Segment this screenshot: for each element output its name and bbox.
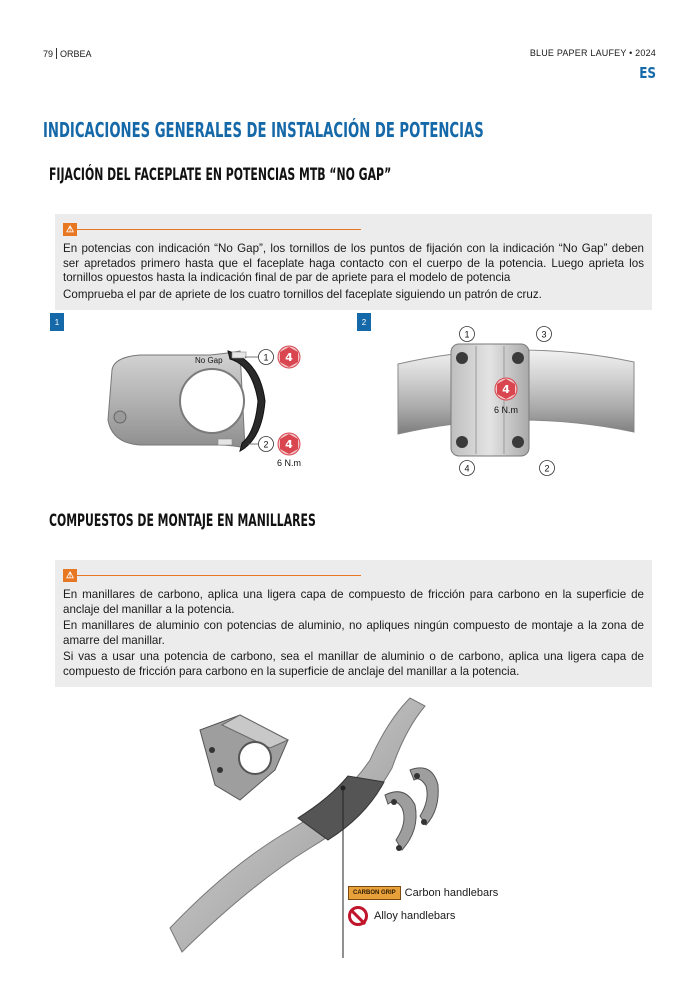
bolt [456, 352, 468, 364]
faceplate-gap-bottom [218, 439, 232, 445]
step-label-1: 1 [263, 352, 269, 363]
figure-number-2: 2 [357, 313, 371, 331]
legend-alloy [348, 905, 528, 927]
torque-icon-top [278, 346, 300, 368]
brand-name: ORBEA [60, 48, 92, 59]
svg-text:4: 4 [502, 383, 510, 396]
warning-icon: ⚠ [63, 569, 77, 582]
faceplate-gap-top [232, 352, 246, 358]
header-divider [56, 48, 57, 59]
section-heading-faceplate: FIJACIÓN DEL FACEPLATE EN POTENCIAS MTB “NO GAP” [49, 165, 392, 185]
no-gap-label: No Gap [195, 356, 223, 365]
bolt-label-4: 4 [464, 463, 470, 474]
page-title: INDICACIONES GENERALES DE INSTALACIÓN DE POTENCIAS [43, 118, 484, 142]
stem-3d [200, 715, 288, 800]
prohibited-icon [348, 906, 368, 926]
bolt-label-1: 1 [464, 329, 470, 340]
legend-carbon [348, 885, 528, 901]
warning-paragraph: En manillares de carbono, aplica una ligera capa de compuesto de fricción para carbono en la superficie de anclaje del manillar a la potencia. [63, 588, 644, 616]
svg-text:4: 4 [285, 351, 293, 364]
torque-value-label: 6 N.m [276, 458, 302, 468]
svg-text:4: 4 [285, 438, 293, 451]
stem-bolt-hole [114, 411, 126, 423]
bolt [456, 436, 468, 448]
warning-divider [77, 229, 361, 230]
torque-icon-bottom [278, 433, 300, 455]
warning-divider [77, 575, 361, 576]
warning-paragraph: Comprueba el par de apriete de los cuatro tornillos del faceplate siguiendo un patrón de cruz. [63, 287, 542, 301]
torque-value-label: 6 N.m [493, 405, 519, 415]
torque-icon-center [495, 378, 517, 400]
page-header-left [43, 48, 92, 59]
bolt [512, 352, 524, 364]
carbon-grip-badge: CARBON GRIP [348, 886, 401, 900]
warning-paragraph: En potencias con indicación “No Gap”, los tornillos de los puntos de fijación con la indicación “No Gap” deben ser apretados primero hasta que el faceplate haga contacto con el cuerpo de la potencia. Luego aprieta los tornillos opuestos hasta la indicación final de par de apriete para el modelo de potencia [63, 242, 644, 284]
stem-front-view-figure [398, 322, 638, 482]
warning-paragraph: Si vas a usar una potencia de carbono, sea el manillar de aluminio o de carbono, aplica una ligera capa de compuesto de fricción para carbono en la superficie de anclaje del manillar a la potencia. [63, 650, 644, 678]
section-heading-compounds: COMPUESTOS DE MONTAJE EN MANILLARES [49, 511, 316, 531]
warning-note-faceplate [55, 214, 652, 310]
page-number: 79 [43, 48, 54, 59]
bolt-label-2: 2 [544, 463, 550, 474]
stem-clamp-bore [180, 369, 244, 433]
publication-title: BLUE PAPER LAUFEY • 2024 [529, 48, 656, 58]
warning-icon: ⚠ [63, 223, 77, 236]
bolt-label-3: 3 [541, 329, 547, 340]
language-code: ES [639, 64, 656, 82]
carbon-label: Carbon handlebars [404, 887, 499, 899]
faceplate-3d [385, 768, 438, 851]
step-label-2: 2 [263, 439, 269, 450]
legend [348, 885, 528, 935]
stem-side-view-figure [100, 335, 360, 475]
warning-note-compounds [55, 560, 652, 687]
bolt [512, 436, 524, 448]
alloy-label: Alloy handlebars [374, 910, 456, 922]
warning-paragraph: En manillares de aluminio con potencias de aluminio, no apliques ningún compuesto de montaje a la zona de amarre del manillar. [63, 619, 644, 647]
figure-number-1: 1 [50, 313, 64, 331]
